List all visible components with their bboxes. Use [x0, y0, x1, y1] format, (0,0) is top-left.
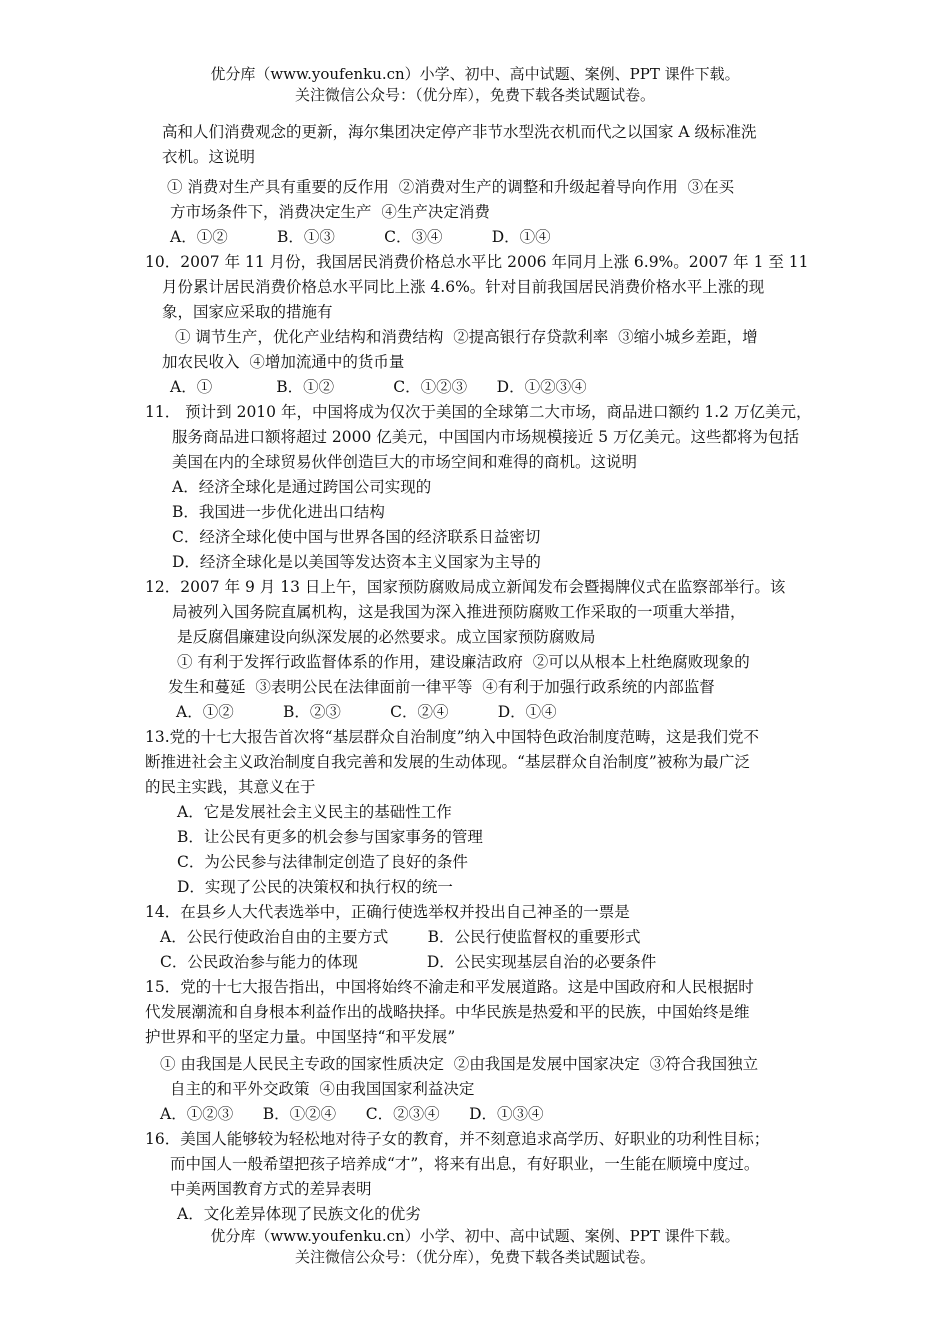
- option-line: C．公民政治参与能力的体现 D．公民实现基层自治的必要条件: [160, 953, 657, 971]
- header-line-2: 关注微信公众号：（优分库），免费下载各类试题试卷。: [294, 86, 655, 104]
- text-line: 中美两国教育方式的差异表明: [170, 1180, 372, 1198]
- option-b: B．让公民有更多的机会参与国家事务的管理: [177, 828, 483, 846]
- question-13: 13.党的十七大报告首次将“基层群众自治制度”纳入中国特色政治制度范畴，这是我们党不: [145, 728, 760, 746]
- option-line: A．① B．①② C．①②③ D．①②③④: [170, 378, 587, 396]
- page-footer: [0, 1226, 950, 1268]
- option-d: D．经济全球化是以美国等发达资本主义国家为主导的: [172, 553, 541, 571]
- text-line: ① 由我国是人民民主专政的国家性质决定 ②由我国是发展中国家决定 ③符合我国独立: [160, 1055, 759, 1073]
- question-11: 11． 预计到 2010 年，中国将成为仅次于美国的全球第二大市场，商品进口额约 1.2 万亿美元，: [145, 403, 812, 421]
- text-line: 发生和蔓延 ③表明公民在法律面前一律平等 ④有利于加强行政系统的内部监督: [168, 678, 715, 696]
- option-c: C．经济全球化使中国与世界各国的经济联系日益密切: [172, 528, 541, 546]
- text-line: ① 有利于发挥行政监督体系的作用，建设廉洁政府 ②可以从根本上杜绝腐败现象的: [177, 653, 750, 671]
- text-line: 象，国家应采取的措施有: [162, 303, 333, 321]
- question-12: 12．2007 年 9 月 13 日上午，国家预防腐败局成立新闻发布会暨揭牌仪式在监察部举行。该: [145, 578, 786, 596]
- footer-line-2: 关注微信公众号：（优分库），免费下载各类试题试卷。: [294, 1248, 655, 1266]
- header-line-1: 优分库（www.youfenku.cn）小学、初中、高中试题、案例、PPT 课件下载。: [210, 65, 740, 83]
- question-16: 16．美国人能够较为轻松地对待子女的教育，并不刻意追求高学历、好职业的功利性目标；: [145, 1130, 770, 1148]
- text-line: ① 消费对生产具有重要的反作用 ②消费对生产的调整和升级起着导向作用 ③在买: [167, 178, 735, 196]
- text-line: 代发展潮流和自身根本利益作出的战略抉择。中华民族是热爱和平的民族，中国始终是维: [145, 1003, 750, 1021]
- text-line: 自主的和平外交政策 ④由我国国家利益决定: [170, 1080, 475, 1098]
- option-line: A．①② B．②③ C．②④ D．①④: [176, 703, 557, 721]
- text-line: 衣机。这说明: [162, 148, 256, 166]
- page-header: [0, 64, 950, 106]
- text-line: 护世界和平的坚定力量。中国坚持“和平发展”: [145, 1028, 456, 1046]
- text-line: 局被列入国务院直属机构，这是我国为深入推进预防腐败工作采取的一项重大举措，: [172, 603, 746, 621]
- question-10: 10．2007 年 11 月份，我国居民消费价格总水平比 2006 年同月上涨 6.9%。2007 年 1 至 11: [145, 253, 809, 271]
- option-d: D．实现了公民的决策权和执行权的统一: [177, 878, 453, 896]
- option-line: A．①②③ B．①②④ C．②③④ D．①③④: [160, 1105, 544, 1123]
- option-b: B．我国进一步优化进出口结构: [172, 503, 385, 521]
- text-line: ① 调节生产，优化产业结构和消费结构 ②提高银行存贷款利率 ③缩小城乡差距，增: [175, 328, 758, 346]
- option-a: A．它是发展社会主义民主的基础性工作: [177, 803, 452, 821]
- option-line: A．公民行使政治自由的主要方式 B．公民行使监督权的重要形式: [160, 928, 641, 946]
- text-line: 的民主实践，其意义在于: [145, 778, 316, 796]
- option-c: C．为公民参与法律制定创造了良好的条件: [177, 853, 468, 871]
- option-line: A．①② B．①③ C．③④ D．①④: [170, 228, 551, 246]
- text-line: 美国在内的全球贸易伙伴创造巨大的市场空间和难得的商机。这说明: [172, 453, 638, 471]
- question-15: 15．党的十七大报告指出，中国将始终不渝走和平发展道路。这是中国政府和人民根据时: [145, 978, 754, 996]
- text-line: 月份累计居民消费价格总水平同比上涨 4.6%。针对目前我国居民消费价格水平上涨的现: [162, 278, 765, 296]
- question-14: 14．在县乡人大代表选举中，正确行使选举权并投出自己神圣的一票是: [145, 903, 630, 921]
- text-line: 加农民收入 ④增加流通中的货币量: [162, 353, 405, 371]
- text-line: 服务商品进口额将超过 2000 亿美元，中国国内市场规模接近 5 万亿美元。这些都将为包括: [172, 428, 800, 446]
- text-line: 高和人们消费观念的更新，海尔集团决定停产非节水型洗衣机而代之以国家 A 级标准洗: [162, 123, 757, 141]
- option-a: A．文化差异体现了民族文化的优劣: [177, 1205, 421, 1223]
- footer-line-1: 优分库（www.youfenku.cn）小学、初中、高中试题、案例、PPT 课件下载。: [210, 1227, 740, 1245]
- text-line: 而中国人一般希望把孩子培养成“才”，将来有出息，有好职业，一生能在顺境中度过。: [170, 1155, 760, 1173]
- option-a: A．经济全球化是通过跨国公司实现的: [172, 478, 432, 496]
- text-line: 断推进社会主义政治制度自我完善和发展的生动体现。“基层群众自治制度”被称为最广泛: [145, 753, 750, 771]
- text-line: 方市场条件下，消费决定生产 ④生产决定消费: [170, 203, 490, 221]
- text-line: 是反腐倡廉建设向纵深发展的必然要求。成立国家预防腐败局: [177, 628, 596, 646]
